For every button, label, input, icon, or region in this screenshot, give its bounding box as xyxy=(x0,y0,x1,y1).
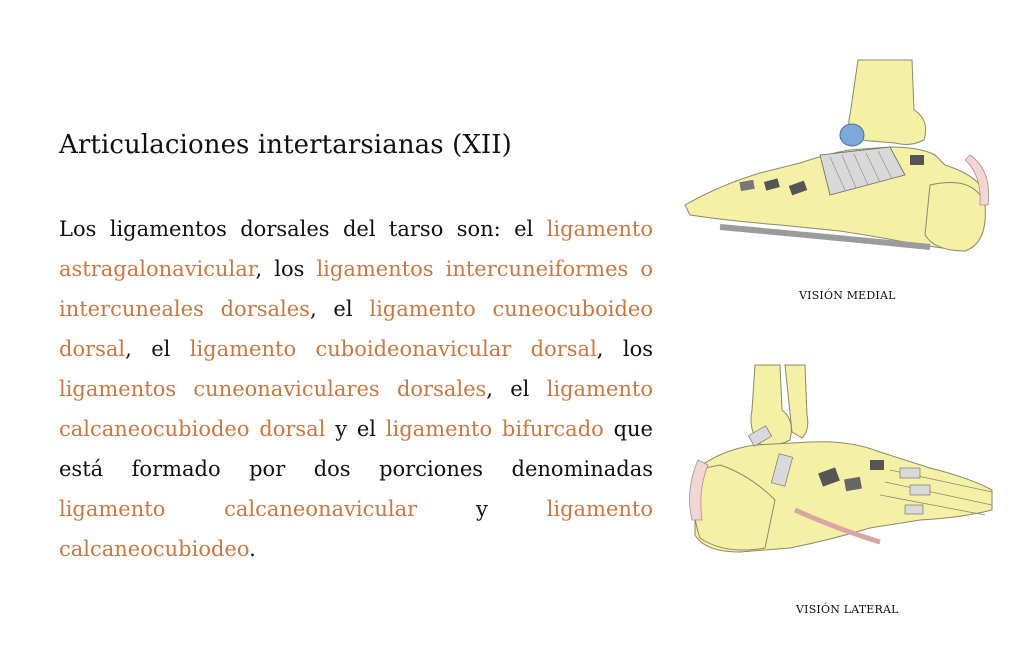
small-ligament xyxy=(905,505,923,514)
text-segment: , los xyxy=(596,337,653,361)
calcaneus-bone xyxy=(925,183,985,252)
small-ligament xyxy=(900,468,920,478)
lateral-view-illustration xyxy=(680,360,1000,560)
ligament-term: ligamento cuboideonavicular dorsal xyxy=(189,337,597,361)
ligament-term: ligamento calcaneocubiodeo dorsal xyxy=(59,377,653,441)
medial-view-illustration xyxy=(680,55,1000,265)
body-paragraph xyxy=(59,209,653,569)
ligament-term: ligamentos cuneonaviculares dorsales xyxy=(59,377,487,401)
text-segment: y el xyxy=(325,417,386,441)
ligament-term: ligamentos intercuneiformes o intercuneales dorsales xyxy=(59,257,653,321)
small-ligament xyxy=(910,155,924,165)
text-segment: que está formado por dos porciones denominadas xyxy=(59,417,653,481)
small-ligament xyxy=(910,485,930,495)
text-segment: . xyxy=(249,537,256,561)
page-title: Articulaciones intertarsianas (XII) xyxy=(59,130,512,160)
medial-caption: VISIÓN MEDIAL xyxy=(799,289,896,302)
text-segment: , los xyxy=(255,257,317,281)
ligament-term: ligamento astragalonavicular xyxy=(59,217,653,281)
text-segment: , el xyxy=(125,337,190,361)
talus-cartilage xyxy=(840,124,864,146)
text-segment: , el xyxy=(486,377,547,401)
ligament-term: ligamento calcaneocubiodeo xyxy=(59,497,653,561)
ligament-term: ligamento bifurcado xyxy=(385,417,604,441)
lateral-caption: VISIÓN LATERAL xyxy=(796,603,899,616)
text-segment: Los ligamentos dorsales del tarso son: el xyxy=(59,217,547,241)
ligament-term: ligamento calcaneonavicular xyxy=(59,497,418,521)
small-ligament xyxy=(870,460,884,470)
text-segment: , el xyxy=(309,297,370,321)
text-segment: y xyxy=(417,497,547,521)
ligament-term: ligamento cuneocuboideo dorsal xyxy=(59,297,653,361)
